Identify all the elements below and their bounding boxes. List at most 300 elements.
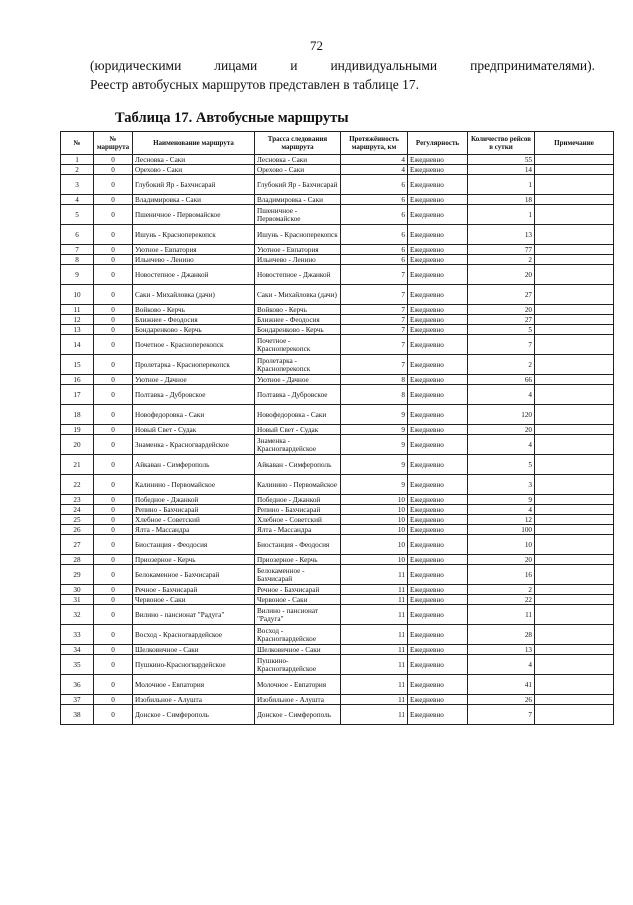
cell-route-name: Новостепное - Джанкой [133, 265, 255, 285]
cell-length: 11 [341, 625, 408, 645]
cell-regularity: Ежедневно [408, 325, 468, 335]
cell-route-path: Шелковичное - Саки [255, 645, 341, 655]
cell-trips: 13 [468, 645, 535, 655]
cell-route-name: Донское - Симферополь [133, 705, 255, 725]
cell-length: 9 [341, 425, 408, 435]
cell-note [535, 355, 614, 375]
cell-route-no: 0 [94, 675, 133, 695]
cell-number: 34 [61, 645, 94, 655]
cell-route-no: 0 [94, 555, 133, 565]
cell-number: 27 [61, 535, 94, 555]
cell-route-path: Уютное - Дачное [255, 375, 341, 385]
cell-length: 9 [341, 435, 408, 455]
table-row [61, 405, 614, 425]
cell-note [535, 505, 614, 515]
cell-route-name: Орехово - Саки [133, 165, 255, 175]
cell-route-path: Ишунь - Красноперекопск [255, 225, 341, 245]
cell-route-no: 0 [94, 315, 133, 325]
cell-route-path: Молочное - Евпатория [255, 675, 341, 695]
cell-route-no: 0 [94, 625, 133, 645]
table-row [61, 675, 614, 695]
cell-length: 10 [341, 515, 408, 525]
cell-trips: 16 [468, 565, 535, 585]
table-row [61, 595, 614, 605]
cell-trips: 12 [468, 515, 535, 525]
cell-route-path: Лесновка - Саки [255, 155, 341, 165]
col-header-route-path: Трасса следования маршрута [255, 132, 341, 155]
cell-number: 23 [61, 495, 94, 505]
cell-route-path: Глубокий Яр - Бахчисарай [255, 175, 341, 195]
cell-length: 4 [341, 155, 408, 165]
cell-length: 11 [341, 705, 408, 725]
cell-note [535, 225, 614, 245]
cell-length: 10 [341, 555, 408, 565]
cell-length: 10 [341, 495, 408, 505]
table-row [61, 265, 614, 285]
intro-line-1 [90, 56, 595, 75]
table-row [61, 695, 614, 705]
cell-length: 9 [341, 405, 408, 425]
cell-route-no: 0 [94, 375, 133, 385]
cell-length: 7 [341, 305, 408, 315]
intro-word: предпринимателями). [470, 58, 595, 73]
cell-note [535, 435, 614, 455]
cell-regularity: Ежедневно [408, 335, 468, 355]
cell-note [535, 645, 614, 655]
cell-trips: 66 [468, 375, 535, 385]
table-row [61, 245, 614, 255]
cell-regularity: Ежедневно [408, 525, 468, 535]
cell-number: 31 [61, 595, 94, 605]
cell-route-path: Победное - Джанкой [255, 495, 341, 505]
cell-route-name: Речное - Бахчисарай [133, 585, 255, 595]
cell-note [535, 455, 614, 475]
cell-regularity: Ежедневно [408, 515, 468, 525]
cell-note [535, 535, 614, 555]
cell-trips: 55 [468, 155, 535, 165]
cell-length: 6 [341, 225, 408, 245]
cell-length: 7 [341, 325, 408, 335]
cell-length: 10 [341, 505, 408, 515]
cell-trips: 18 [468, 195, 535, 205]
cell-note [535, 255, 614, 265]
cell-route-name: Восход - Красногвардейское [133, 625, 255, 645]
cell-note [535, 245, 614, 255]
cell-number: 21 [61, 455, 94, 475]
col-header-length: Протяжённость маршрута, км [341, 132, 408, 155]
cell-length: 10 [341, 525, 408, 535]
cell-note [535, 385, 614, 405]
cell-number: 37 [61, 695, 94, 705]
cell-length: 7 [341, 315, 408, 325]
cell-length: 6 [341, 195, 408, 205]
table-row [61, 495, 614, 505]
cell-route-no: 0 [94, 385, 133, 405]
cell-route-no: 0 [94, 205, 133, 225]
cell-note [535, 585, 614, 595]
cell-regularity: Ежедневно [408, 435, 468, 455]
cell-length: 11 [341, 565, 408, 585]
cell-length: 7 [341, 355, 408, 375]
cell-route-path: Ближнее - Феодосия [255, 315, 341, 325]
table-title: Таблица 17. Автобусные маршруты [115, 110, 349, 126]
table-row [61, 625, 614, 645]
col-header-number: № [61, 132, 94, 155]
cell-number: 32 [61, 605, 94, 625]
cell-route-path: Уютное - Евпатория [255, 245, 341, 255]
table-row [61, 355, 614, 375]
cell-route-path: Пролетарка - Красноперекопск [255, 355, 341, 375]
cell-regularity: Ежедневно [408, 505, 468, 515]
cell-length: 11 [341, 655, 408, 675]
table-row [61, 375, 614, 385]
cell-route-path: Репино - Бахчисарай [255, 505, 341, 515]
cell-number: 1 [61, 155, 94, 165]
cell-trips: 1 [468, 205, 535, 225]
intro-word: (юридическими [90, 58, 182, 73]
cell-route-name: Войково - Керчь [133, 305, 255, 315]
cell-route-path: Саки - Михайловка (дачи) [255, 285, 341, 305]
cell-route-name: Ближнее - Феодосия [133, 315, 255, 325]
cell-note [535, 705, 614, 725]
cell-route-no: 0 [94, 435, 133, 455]
cell-regularity: Ежедневно [408, 535, 468, 555]
cell-route-no: 0 [94, 525, 133, 535]
table-row [61, 435, 614, 455]
cell-regularity: Ежедневно [408, 695, 468, 705]
table-row [61, 515, 614, 525]
cell-regularity: Ежедневно [408, 355, 468, 375]
table-row [61, 565, 614, 585]
cell-route-no: 0 [94, 165, 133, 175]
table-row [61, 645, 614, 655]
cell-regularity: Ежедневно [408, 205, 468, 225]
cell-note [535, 595, 614, 605]
cell-regularity: Ежедневно [408, 565, 468, 585]
cell-route-name: Ильичево - Ленино [133, 255, 255, 265]
cell-route-path: Почетное - Красноперекопск [255, 335, 341, 355]
col-header-trips: Количество рейсов в сутки [468, 132, 535, 155]
cell-trips: 27 [468, 285, 535, 305]
table-row [61, 285, 614, 305]
cell-route-name: Владимировка - Саки [133, 195, 255, 205]
cell-route-name: Пролетарка - Красноперекопск [133, 355, 255, 375]
cell-route-no: 0 [94, 565, 133, 585]
cell-trips: 4 [468, 505, 535, 515]
cell-route-no: 0 [94, 495, 133, 505]
cell-trips: 2 [468, 355, 535, 375]
cell-length: 10 [341, 535, 408, 555]
cell-route-name: Уютное - Евпатория [133, 245, 255, 255]
cell-route-no: 0 [94, 595, 133, 605]
cell-trips: 1 [468, 175, 535, 195]
cell-route-no: 0 [94, 505, 133, 515]
cell-route-name: Калинино - Первомайское [133, 475, 255, 495]
cell-regularity: Ежедневно [408, 245, 468, 255]
cell-route-no: 0 [94, 535, 133, 555]
table-row [61, 475, 614, 495]
cell-number: 12 [61, 315, 94, 325]
col-header-note: Примечание [535, 132, 614, 155]
cell-note [535, 195, 614, 205]
cell-number: 7 [61, 245, 94, 255]
cell-route-name: Айкаван - Симферополь [133, 455, 255, 475]
cell-trips: 5 [468, 325, 535, 335]
cell-route-no: 0 [94, 325, 133, 335]
table-row [61, 555, 614, 565]
cell-route-path: Восход - Красногвардейское [255, 625, 341, 645]
cell-route-path: Новостепное - Джанкой [255, 265, 341, 285]
cell-route-path: Калинино - Первомайское [255, 475, 341, 495]
intro-word: индивидуальными [330, 58, 438, 73]
cell-trips: 4 [468, 435, 535, 455]
table-row [61, 165, 614, 175]
cell-trips: 20 [468, 555, 535, 565]
intro-word: и [290, 58, 298, 73]
cell-route-name: Вилино - пансионат "Радуга" [133, 605, 255, 625]
page-number: 72 [310, 38, 323, 53]
cell-number: 26 [61, 525, 94, 535]
cell-trips: 2 [468, 585, 535, 595]
cell-route-no: 0 [94, 245, 133, 255]
cell-route-name: Победное - Джанкой [133, 495, 255, 505]
cell-trips: 100 [468, 525, 535, 535]
cell-length: 11 [341, 605, 408, 625]
cell-route-path: Вилино - пансионат "Радуга" [255, 605, 341, 625]
cell-route-name: Саки - Михайловка (дачи) [133, 285, 255, 305]
cell-note [535, 405, 614, 425]
cell-trips: 22 [468, 595, 535, 605]
cell-route-path: Речное - Бахчисарай [255, 585, 341, 595]
cell-route-no: 0 [94, 335, 133, 355]
cell-regularity: Ежедневно [408, 705, 468, 725]
cell-number: 3 [61, 175, 94, 195]
table-row [61, 455, 614, 475]
cell-route-name: Хлебное - Советский [133, 515, 255, 525]
cell-length: 11 [341, 595, 408, 605]
cell-route-name: Репино - Бахчисарай [133, 505, 255, 515]
cell-route-name: Глубокий Яр - Бахчисарай [133, 175, 255, 195]
cell-regularity: Ежедневно [408, 195, 468, 205]
cell-regularity: Ежедневно [408, 475, 468, 495]
cell-route-path: Новый Свет - Судак [255, 425, 341, 435]
cell-number: 20 [61, 435, 94, 455]
col-header-regularity: Регулярность [408, 132, 468, 155]
cell-note [535, 425, 614, 435]
cell-length: 6 [341, 175, 408, 195]
cell-number: 24 [61, 505, 94, 515]
cell-route-name: Биостанция - Феодосия [133, 535, 255, 555]
cell-regularity: Ежедневно [408, 305, 468, 315]
cell-route-no: 0 [94, 475, 133, 495]
cell-note [535, 695, 614, 705]
cell-route-no: 0 [94, 265, 133, 285]
col-header-route-no: № маршрута [94, 132, 133, 155]
cell-number: 5 [61, 205, 94, 225]
cell-note [535, 625, 614, 645]
cell-route-path: Ильичево - Ленино [255, 255, 341, 265]
cell-route-name: Пушкино-Красногвардейское [133, 655, 255, 675]
cell-number: 11 [61, 305, 94, 315]
table-header-row [61, 132, 614, 155]
cell-note [535, 315, 614, 325]
cell-trips: 7 [468, 335, 535, 355]
cell-route-no: 0 [94, 585, 133, 595]
cell-trips: 28 [468, 625, 535, 645]
cell-regularity: Ежедневно [408, 405, 468, 425]
cell-route-path: Владимировка - Саки [255, 195, 341, 205]
cell-route-name: Новый Свет - Судак [133, 425, 255, 435]
cell-trips: 11 [468, 605, 535, 625]
cell-number: 14 [61, 335, 94, 355]
cell-route-no: 0 [94, 195, 133, 205]
cell-number: 25 [61, 515, 94, 525]
cell-note [535, 285, 614, 305]
cell-regularity: Ежедневно [408, 255, 468, 265]
table-row [61, 175, 614, 195]
table-row [61, 225, 614, 245]
cell-length: 11 [341, 675, 408, 695]
cell-length: 8 [341, 385, 408, 405]
table-row [61, 605, 614, 625]
cell-route-name: Лесновка - Саки [133, 155, 255, 165]
table-row [61, 585, 614, 595]
cell-route-no: 0 [94, 255, 133, 265]
cell-route-no: 0 [94, 305, 133, 315]
cell-note [535, 165, 614, 175]
cell-route-path: Ялта - Массандра [255, 525, 341, 535]
cell-trips: 20 [468, 305, 535, 315]
intro-word: лицами [214, 58, 258, 73]
cell-route-name: Шелковичное - Саки [133, 645, 255, 655]
table-row [61, 535, 614, 555]
cell-note [535, 655, 614, 675]
cell-note [535, 335, 614, 355]
cell-route-path: Донское - Симферополь [255, 705, 341, 725]
table-row [61, 315, 614, 325]
table-row [61, 655, 614, 675]
cell-route-path: Орехово - Саки [255, 165, 341, 175]
cell-route-name: Полтавка - Дубровское [133, 385, 255, 405]
cell-route-no: 0 [94, 515, 133, 525]
cell-route-path: Полтавка - Дубровское [255, 385, 341, 405]
cell-length: 7 [341, 265, 408, 285]
cell-route-no: 0 [94, 405, 133, 425]
cell-trips: 27 [468, 315, 535, 325]
cell-trips: 2 [468, 255, 535, 265]
cell-trips: 26 [468, 695, 535, 705]
cell-trips: 120 [468, 405, 535, 425]
cell-regularity: Ежедневно [408, 625, 468, 645]
cell-regularity: Ежедневно [408, 175, 468, 195]
table-row [61, 155, 614, 165]
cell-trips: 3 [468, 475, 535, 495]
cell-number: 8 [61, 255, 94, 265]
cell-route-no: 0 [94, 285, 133, 305]
table-row [61, 205, 614, 225]
cell-number: 22 [61, 475, 94, 495]
cell-length: 4 [341, 165, 408, 175]
table-row [61, 325, 614, 335]
cell-route-name: Изобильное - Алушта [133, 695, 255, 705]
cell-route-no: 0 [94, 175, 133, 195]
table-row [61, 305, 614, 315]
routes-table [60, 131, 614, 725]
cell-regularity: Ежедневно [408, 425, 468, 435]
cell-regularity: Ежедневно [408, 455, 468, 475]
cell-regularity: Ежедневно [408, 645, 468, 655]
cell-trips: 5 [468, 455, 535, 475]
cell-route-path: Изобильное - Алушта [255, 695, 341, 705]
cell-regularity: Ежедневно [408, 155, 468, 165]
cell-length: 9 [341, 475, 408, 495]
cell-number: 17 [61, 385, 94, 405]
cell-regularity: Ежедневно [408, 555, 468, 565]
cell-route-no: 0 [94, 425, 133, 435]
cell-number: 29 [61, 565, 94, 585]
cell-number: 30 [61, 585, 94, 595]
cell-regularity: Ежедневно [408, 585, 468, 595]
cell-note [535, 515, 614, 525]
cell-route-no: 0 [94, 705, 133, 725]
cell-trips: 41 [468, 675, 535, 695]
cell-trips: 10 [468, 535, 535, 555]
cell-regularity: Ежедневно [408, 495, 468, 505]
cell-note [535, 495, 614, 505]
cell-number: 36 [61, 675, 94, 695]
cell-route-path: Приозерное - Керчь [255, 555, 341, 565]
cell-number: 19 [61, 425, 94, 435]
cell-number: 16 [61, 375, 94, 385]
cell-number: 10 [61, 285, 94, 305]
cell-trips: 9 [468, 495, 535, 505]
cell-regularity: Ежедневно [408, 595, 468, 605]
cell-length: 11 [341, 645, 408, 655]
cell-route-name: Белокаменное - Бахчисарай [133, 565, 255, 585]
cell-note [535, 675, 614, 695]
cell-note [535, 155, 614, 165]
cell-note [535, 265, 614, 285]
cell-number: 6 [61, 225, 94, 245]
table-row [61, 505, 614, 515]
cell-route-name: Ялта - Массандра [133, 525, 255, 535]
cell-length: 11 [341, 585, 408, 595]
cell-regularity: Ежедневно [408, 225, 468, 245]
cell-number: 35 [61, 655, 94, 675]
cell-route-path: Пушкино-Красногвардейское [255, 655, 341, 675]
cell-regularity: Ежедневно [408, 385, 468, 405]
cell-route-path: Биостанция - Феодосия [255, 535, 341, 555]
cell-note [535, 375, 614, 385]
intro-paragraph [90, 56, 595, 94]
cell-route-no: 0 [94, 605, 133, 625]
cell-route-no: 0 [94, 455, 133, 475]
cell-route-name: Приозерное - Керчь [133, 555, 255, 565]
cell-route-name: Молочное - Евпатория [133, 675, 255, 695]
cell-note [535, 565, 614, 585]
cell-note [535, 555, 614, 565]
cell-route-name: Уютное - Дачное [133, 375, 255, 385]
cell-route-path: Бондаренково - Керчь [255, 325, 341, 335]
cell-route-no: 0 [94, 225, 133, 245]
cell-regularity: Ежедневно [408, 375, 468, 385]
cell-route-path: Белокаменное - Бахчисарай [255, 565, 341, 585]
cell-length: 11 [341, 695, 408, 705]
table-row [61, 705, 614, 725]
cell-length: 6 [341, 245, 408, 255]
cell-route-name: Почетное - Красноперекопск [133, 335, 255, 355]
cell-regularity: Ежедневно [408, 165, 468, 175]
